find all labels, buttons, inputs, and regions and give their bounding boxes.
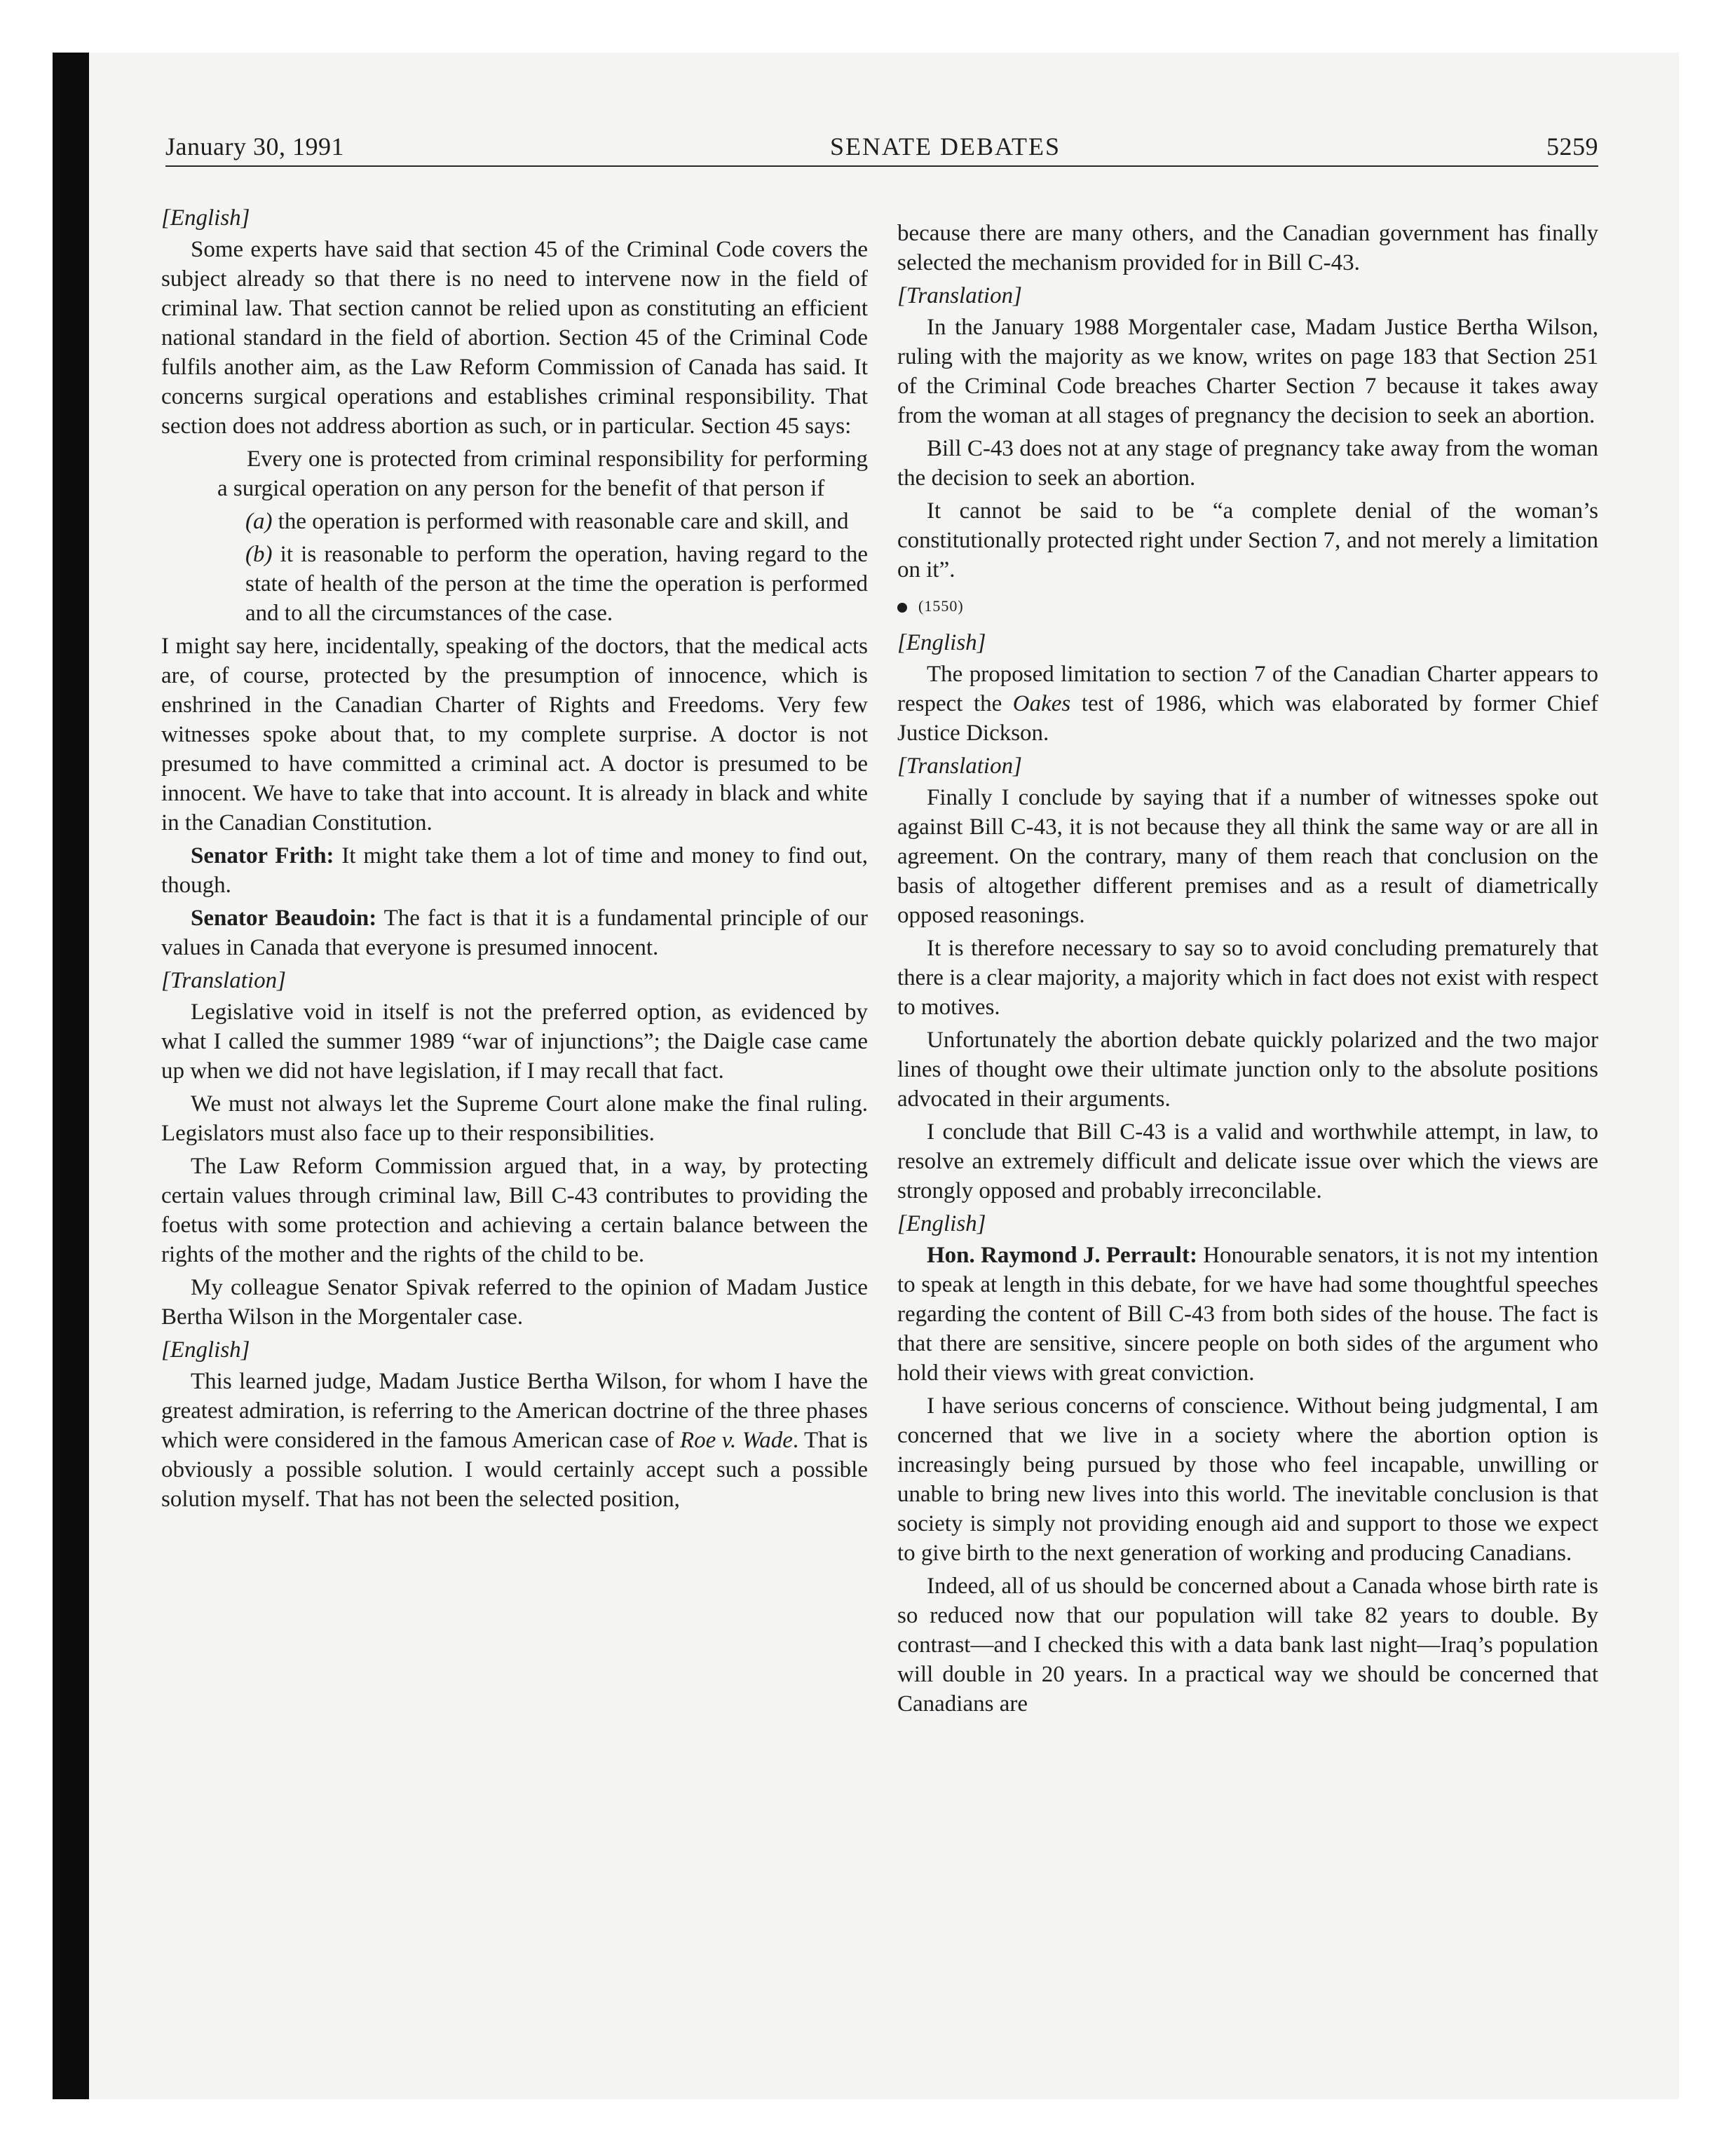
running-header [165,132,1598,161]
paragraph: I might say here, incidentally, speaking of the doctors, that the medical acts are, of course, protected by the presumption of innocence, which is enshrined in the Canadian Charter of Rights and Freedoms. Very few witnesses spoke about that, to my complete surprise. A doctor is not presumed to have committed a criminal act. A doctor is presumed to be innocent. We have to take that into account. It is already in black and white in the Canadian Constitution. [161,634,868,835]
language-tag: [English] [161,205,250,231]
time-marker-text: (1550) [918,597,964,615]
paragraph: Some experts have said that section 45 of the Criminal Code covers the subject already so that there is no need to intervene now in the field of criminal law. That section cannot be relied upon as constituting an efficient national standard in the field of abortion. Section 45 of the Criminal Code fulfils another aim, as the Law Reform Commission of Canada has said. It concerns surgical operations and establishes criminal responsibility. That section does not address abortion as such, or in particular. Section 45 says: [161,237,868,439]
speaker-name: Senator Beaudoin: [191,906,377,931]
paragraph: because there are many others, and the Canadian government has finally selected the mechanism provided for in Bill C-43. [897,221,1598,275]
paragraph: Unfortunately the abortion debate quickly polarized and the two major lines of thought owe their ultimate junction only to the absolute positions advocated in their arguments. [897,1028,1598,1112]
paragraph: It cannot be said to be “a complete denial of the woman’s constitutionally protected right under Section 7, and not merely a limitation on it”. [897,498,1598,582]
item-label: (b) [245,542,273,567]
language-tag: [Translation] [161,968,286,993]
speaker-name: Hon. Raymond J. Perrault: [927,1243,1197,1268]
page-number: 5259 [1546,132,1598,161]
paragraph [161,1367,868,1514]
speech-text: It might take them a lot of time and money to find out, though. [161,843,868,898]
paragraph: The Law Reform Commission argued that, in a way, by protecting certain values through criminal law, Bill C-43 contributes to providing the foetus with some protection and achieving a certain balance between the rights of the mother and the rights of the child to be. [161,1154,868,1267]
paragraph: My colleague Senator Spivak referred to the opinion of Madam Justice Bertha Wilson in the Morgentaler case. [161,1275,868,1330]
time-marker [897,592,1598,621]
paragraph: I have serious concerns of conscience. Without being judgmental, I am concerned that we live in a society where the abortion option is increasingly being pursued by those who feel incapable, unwilling or unable to bring new lives into this world. The inevitable conclusion is that society is simply not providing enough aid and support to those we expect to give birth to the next generation of working and producing Canadians. [897,1393,1598,1566]
quote-intro: Every one is protected from criminal responsibility for performing a surgical operation on any person for the benefit of that person if [217,446,868,501]
paragraph: Bill C-43 does not at any stage of pregnancy take away from the woman the decision to seek an abortion. [897,436,1598,491]
text-run: test of 1986, which was elaborated by former Chief Justice Dickson. [897,691,1598,746]
paragraph: We must not always let the Supreme Court alone make the final ruling. Legislators must also face up to their responsibilities. [161,1091,868,1146]
text-run: . That is obviously a possible solution. I would certainly accept such a possible solution myself. That has not been the selected position, [161,1428,869,1512]
language-tag: [Translation] [897,283,1022,308]
speaker-name: Senator Frith: [191,843,334,868]
left-column [161,203,868,1517]
speech-beaudoin [161,903,868,962]
paragraph [897,660,1598,748]
language-tag: [English] [897,630,986,655]
paragraph: In the January 1988 Morgentaler case, Madam Justice Bertha Wilson, ruling with the majority as we know, writes on page 183 that Section 251 of the Criminal Code breaches Charter Section 7 because it takes away from the woman at all stages of pregnancy the decision to seek an abortion. [897,315,1598,428]
speech-text: The fact is that it is a fundamental principle of our values in Canada that everyone is presumed innocent. [161,906,868,960]
header-date: January 30, 1991 [165,132,344,161]
text-run: This learned judge, Madam Justice Bertha Wilson, for whom I have the greatest admiration, is referring to the American doctrine of the three phases which were considered in the famous American case of [161,1369,868,1453]
test-name: Oakes [1012,691,1071,716]
paragraph: I conclude that Bill C-43 is a valid and worthwhile attempt, in law, to resolve an extremely difficult and delicate issue over which the views are strongly opposed and probably irreconcilable. [897,1119,1598,1203]
binding-edge [53,53,89,2099]
quote-item-a [217,507,868,536]
language-tag: [English] [897,1211,986,1236]
item-text: it is reasonable to perform the operation, having regard to the state of health of the person at the time the operation is performed and to all the circumstances of the case. [245,542,868,626]
header-title: SENATE DEBATES [829,132,1061,161]
speech-frith [161,841,868,900]
block-quote [161,444,868,628]
paragraph: Indeed, all of us should be concerned about a Canada whose birth rate is so reduced now that our population will take 82 years to double. By contrast—and I checked this with a data bank last night—Iraq’s population will double in 20 years. In a practical way we should be concerned that Canadians are [897,1574,1598,1717]
speech-text: Honourable senators, it is not my intention to speak at length in this debate, for we have had some thoughtful speeches regarding the content of Bill C-43 from both sides of the house. The fact is that there are sensitive, sincere people on both sides of the argument who hold their views with great conviction. [897,1243,1598,1386]
bullet-icon [897,603,907,613]
speech-perrault [897,1241,1598,1388]
language-tag: [Translation] [897,753,1022,779]
header-rule [165,165,1598,167]
paragraph: Legislative void in itself is not the preferred option, as evidenced by what I called the summer 1989 “war of injunctions”; the Daigle case came up when we did not have legislation, if I may recall that fact. [161,999,868,1084]
item-text: the operation is performed with reasonable care and skill, and [272,509,849,534]
text-run: The proposed limitation to section 7 of the Canadian Charter appears to respect the [897,662,1598,716]
case-name: Roe v. Wade [679,1428,793,1453]
paragraph: Finally I conclude by saying that if a number of witnesses spoke out against Bill C-43, it is not because they all think the same way or are all in agreement. On the contrary, many of them reach that conclusion on the basis of altogether different premises and as a result of diametrically opposed reasonings. [897,785,1598,928]
language-tag: [English] [161,1337,250,1363]
quote-item-b [217,540,868,628]
right-column [897,219,1598,1722]
paragraph: It is therefore necessary to say so to avoid concluding prematurely that there is a clear majority, a majority which in fact does not exist with respect to motives. [897,936,1598,1020]
item-label: (a) [245,509,273,534]
